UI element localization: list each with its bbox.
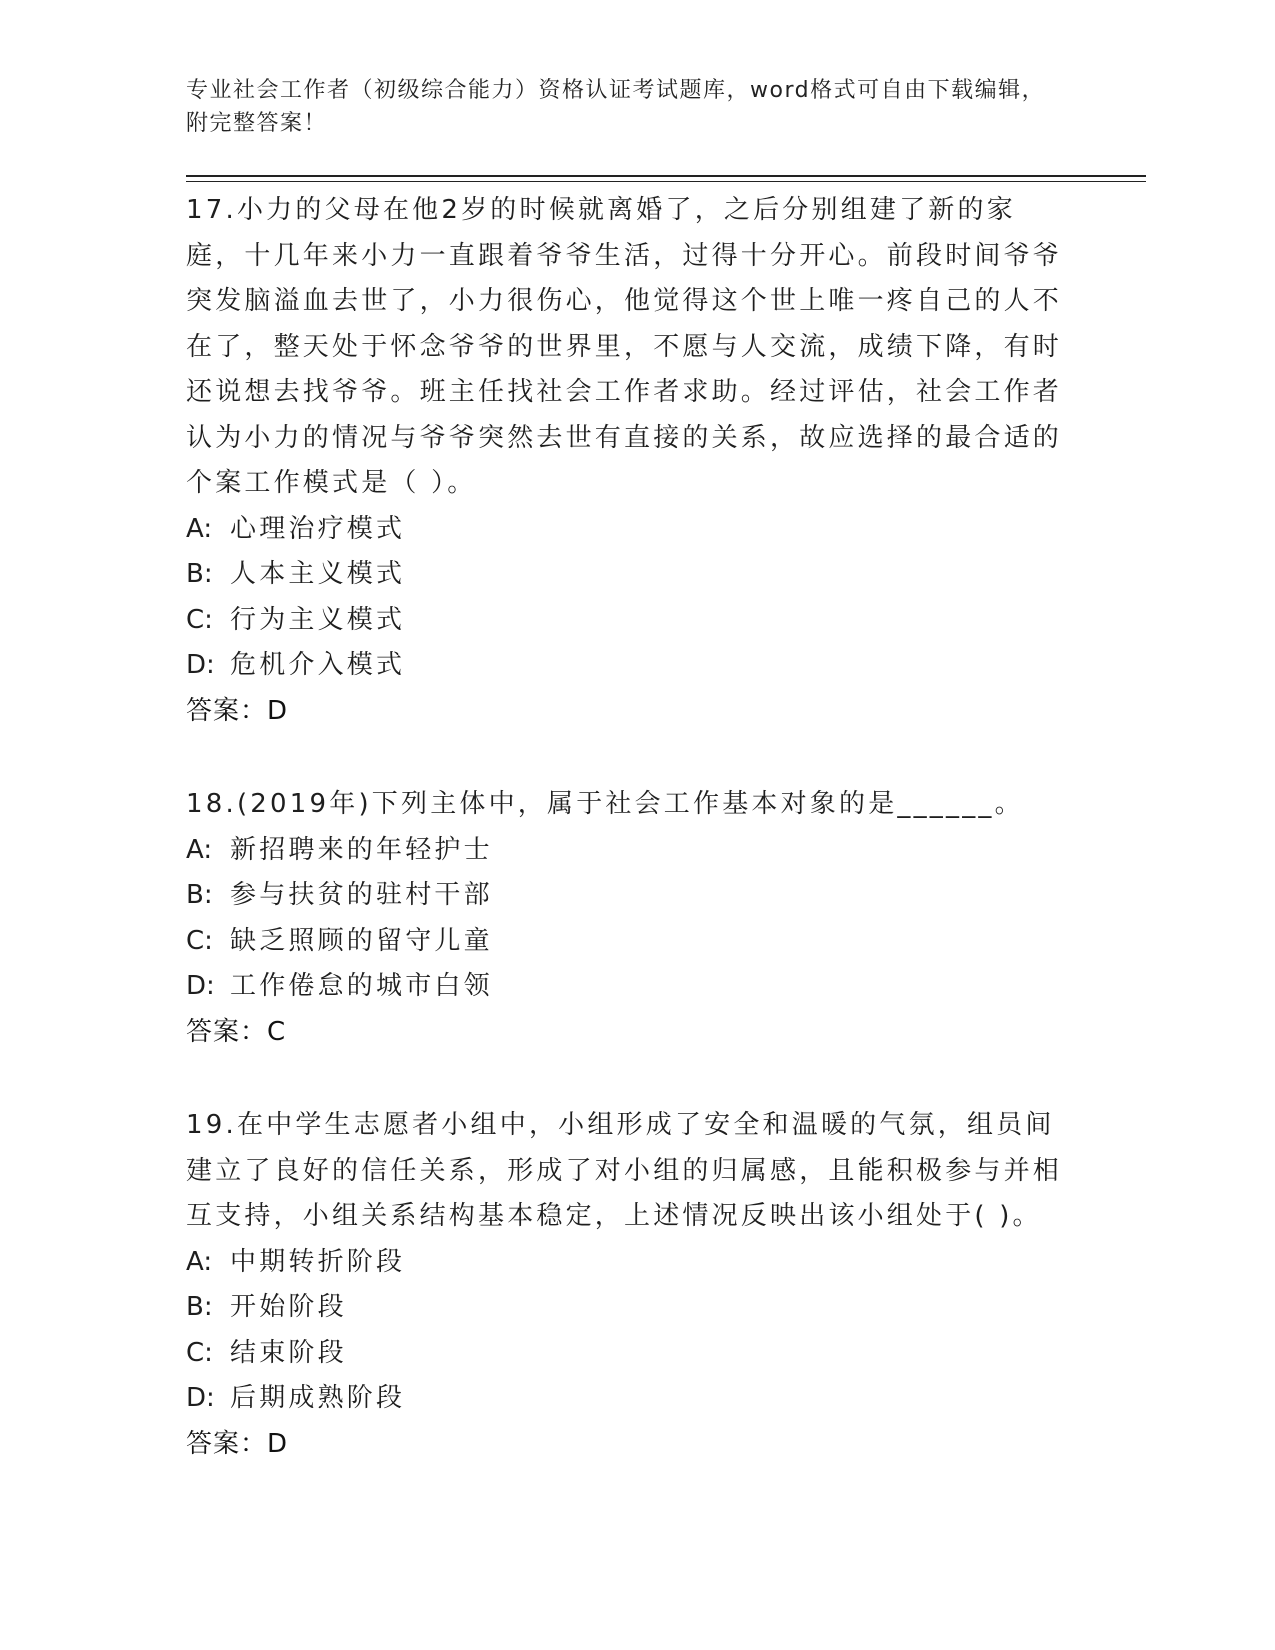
question-stem: 18.(2019年)下列主体中，属于社会工作基本对象的是______。	[186, 789, 1024, 819]
option-text: 危机介入模式	[230, 650, 406, 680]
option-text: 参与扶贫的驻村干部	[230, 880, 493, 910]
option-text: 中期转折阶段	[230, 1246, 406, 1277]
option-key: D:	[186, 1383, 215, 1413]
question-18	[186, 782, 1066, 1055]
option-c	[186, 598, 1066, 644]
option-key: A:	[186, 513, 213, 544]
option-b	[186, 873, 1066, 919]
option-a	[186, 828, 1066, 874]
option-a	[186, 1240, 1066, 1286]
option-key: C:	[186, 604, 213, 635]
option-text: 后期成熟阶段	[230, 1383, 406, 1413]
option-b	[186, 1285, 1066, 1331]
option-key: D:	[186, 971, 215, 1001]
option-key: B:	[186, 559, 213, 589]
option-d	[186, 643, 1066, 689]
header-rule-thin	[186, 181, 1146, 182]
option-key: B:	[186, 880, 213, 910]
option-d	[186, 964, 1066, 1010]
option-key: C:	[186, 1337, 213, 1368]
option-text: 心理治疗模式	[230, 513, 406, 544]
option-text: 结束阶段	[230, 1337, 347, 1368]
option-key: B:	[186, 1292, 213, 1322]
option-text: 行为主义模式	[230, 604, 406, 635]
option-text: 工作倦怠的城市白领	[230, 971, 493, 1001]
question-17	[186, 188, 1066, 734]
option-text: 新招聘来的年轻护士	[230, 834, 493, 865]
question-stem: 17.小力的父母在他2岁的时候就离婚了，之后分别组建了新的家庭，十几年来小力一直跟着爷爷生活，过得十分开心。前段时间爷爷突发脑溢血去世了，小力很伤心，他觉得这个世上唯一疼自己的人不在了，整天处于怀念爷爷的世界里，不愿与人交流，成绩下降，有时还说想去找爷爷。班主任找社会工作者求助。经过评估，社会工作者认为小力的情况与爷爷突然去世有直接的关系，故应选择的最合适的个案工作模式是（ ）。	[186, 195, 1063, 498]
header-rule-thick	[186, 175, 1146, 177]
option-c	[186, 919, 1066, 965]
option-text: 人本主义模式	[230, 559, 406, 589]
option-key: C:	[186, 925, 213, 956]
option-b	[186, 552, 1066, 598]
option-key: D:	[186, 650, 215, 680]
option-c	[186, 1331, 1066, 1377]
answer-line: 答案：D	[186, 695, 289, 726]
option-text: 开始阶段	[230, 1292, 347, 1322]
option-text: 缺乏照顾的留守儿童	[230, 925, 493, 956]
question-19	[186, 1103, 1066, 1467]
document-header: 专业社会工作者（初级综合能力）资格认证考试题库，word格式可自由下载编辑，附完整答案！	[186, 78, 1046, 136]
answer-line: 答案：C	[186, 1016, 287, 1047]
option-d	[186, 1376, 1066, 1422]
option-a	[186, 507, 1066, 553]
option-key: A:	[186, 834, 213, 865]
option-key: A:	[186, 1246, 213, 1277]
question-list	[186, 188, 1066, 1515]
question-stem: 19.在中学生志愿者小组中，小组形成了安全和温暖的气氛，组员间建立了良好的信任关系，形成了对小组的归属感，且能积极参与并相互支持，小组关系结构基本稳定，上述情况反映出该小组处于( )。	[186, 1110, 1063, 1231]
answer-line: 答案：D	[186, 1428, 289, 1459]
